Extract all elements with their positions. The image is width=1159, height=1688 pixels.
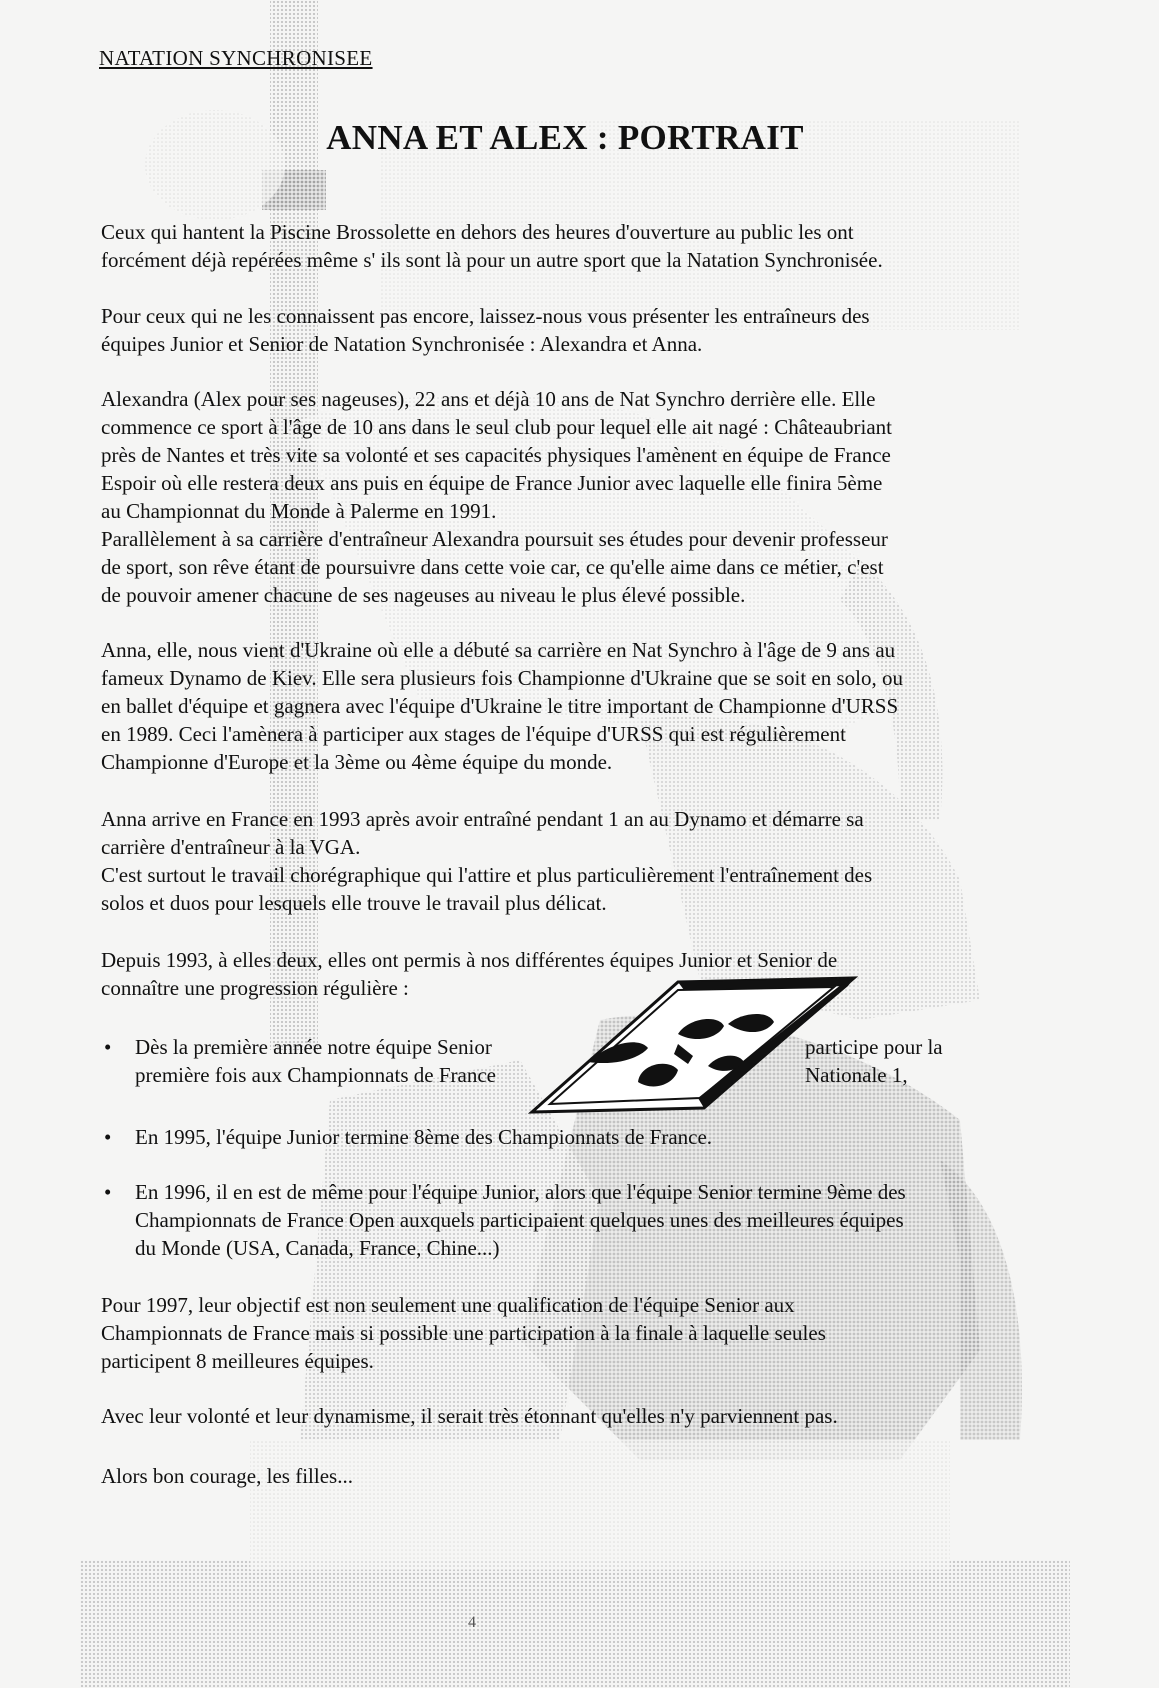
page-number: 4: [468, 1614, 476, 1631]
text-line: première fois aux Championnats de France: [135, 1063, 496, 1087]
bullet-item-1995: [104, 1123, 1044, 1153]
club-logo-icon: [528, 974, 858, 1114]
paragraph-intro: [101, 218, 1061, 274]
text-line: Ceux qui hantent la Piscine Brossolette en dehors des heures d'ouverture au public les ont: [101, 220, 854, 244]
text-line: Championnats de France Open auxquels participaient quelques unes des meilleures équipes: [135, 1208, 904, 1232]
paragraph-closing: [101, 1462, 1061, 1490]
text-line: Championne d'Europe et la 3ème ou 4ème équipe du monde.: [101, 750, 613, 774]
text-line: commence ce sport à l'âge de 10 ans dans le seul club pour lequel elle ait nagé : Châteaubriant: [101, 415, 892, 439]
paragraph-conclusion: [101, 1402, 1061, 1430]
text-line: de pouvoir amener chacune de ses nageuses au niveau le plus élevé possible.: [101, 583, 746, 607]
bullet-marker: •: [104, 1125, 112, 1149]
text-line: C'est surtout le travail chorégraphique qui l'attire et plus particulièrement l'entraînement des: [101, 863, 873, 887]
text-line: carrière d'entraîneur à la VGA.: [101, 835, 361, 859]
text-line: en 1989. Ceci l'amènera à participer aux stages de l'équipe d'URSS qui est régulièrement: [101, 722, 846, 746]
paragraph-alexandra: [101, 385, 1061, 609]
bullet-text: [135, 1178, 906, 1262]
text-line: équipes Junior et Senior de Natation Synchronisée : Alexandra et Anna.: [101, 332, 703, 356]
text-line: du Monde (USA, Canada, France, Chine...): [135, 1236, 500, 1260]
text-line: fameux Dynamo de Kiev. Elle sera plusieurs fois Championne d'Ukraine que se soit en solo, ou: [101, 666, 903, 690]
section-header: NATATION SYNCHRONISEE: [99, 46, 373, 70]
text-line: de sport, son rêve étant de poursuivre dans cette voie car, ce qu'elle aime dans ce métier, c'est: [101, 555, 884, 579]
paragraph-objective-1997: [101, 1291, 1061, 1375]
text-line: participe pour la: [805, 1035, 943, 1059]
text-line: Avec leur volonté et leur dynamisme, il serait très étonnant qu'elles n'y parviennent pas.: [101, 1404, 838, 1428]
text-line: participent 8 meilleures équipes.: [101, 1349, 374, 1373]
text-line: En 1995, l'équipe Junior termine 8ème des Championnats de France.: [135, 1125, 713, 1149]
text-line: Depuis 1993, à elles deux, elles ont permis à nos différentes équipes Junior et Senior de: [101, 948, 838, 972]
text-line: près de Nantes et très vite sa volonté et ses capacités physiques l'amènent en équipe de France: [101, 443, 891, 467]
text-line: connaître une progression régulière :: [101, 976, 409, 1000]
paragraph-anna: [101, 636, 1061, 776]
text-line: Anna arrive en France en 1993 après avoir entraîné pendant 1 an au Dynamo et démarre sa: [101, 807, 864, 831]
text-line: Alexandra (Alex pour ses nageuses), 22 ans et déjà 10 ans de Nat Synchro derrière elle. Elle: [101, 387, 876, 411]
bullet-text-left: [135, 1033, 565, 1089]
text-line: Anna, elle, nous vient d'Ukraine où elle a débuté sa carrière en Nat Synchro à l'âge de 9 ans au: [101, 638, 896, 662]
text-line: Parallèlement à sa carrière d'entraîneur Alexandra poursuit ses études pour devenir professeur: [101, 527, 888, 551]
bullet-marker: •: [104, 1035, 112, 1059]
text-line: Pour 1997, leur objectif est non seulement une qualification de l'équipe Senior aux: [101, 1293, 795, 1317]
paragraph-presentation: [101, 302, 1061, 358]
bullet-marker: •: [104, 1180, 112, 1204]
text-line: en ballet d'équipe et gagnera avec l'équipe d'Ukraine le titre important de Championne d'URSS: [101, 694, 899, 718]
bullet-item-1996: [104, 1178, 1044, 1268]
paragraph-anna-france: [101, 805, 1061, 917]
text-line: au Championnat du Monde à Palerme en 1991.: [101, 499, 497, 523]
text-line: En 1996, il en est de même pour l'équipe Junior, alors que l'équipe Senior termine 9ème des: [135, 1180, 906, 1204]
text-line: forcément déjà repérées même s' ils sont là pour un autre sport que la Natation Synchronisée.: [101, 248, 883, 272]
text-line: Dès la première année notre équipe Senior: [135, 1035, 492, 1059]
text-line: solos et duos pour lesquels elle trouve le travail plus délicat.: [101, 891, 607, 915]
text-line: Championnats de France mais si possible une participation à la finale à laquelle seules: [101, 1321, 826, 1345]
text-line: Alors bon courage, les filles...: [101, 1464, 353, 1488]
text-line: Nationale 1,: [805, 1063, 908, 1087]
text-line: Pour ceux qui ne les connaissent pas encore, laissez-nous vous présenter les entraîneurs des: [101, 304, 870, 328]
page-title: ANNA ET ALEX : PORTRAIT: [326, 118, 804, 157]
text-line: Espoir où elle restera deux ans puis en équipe de France Junior avec laquelle elle finira 5ème: [101, 471, 883, 495]
